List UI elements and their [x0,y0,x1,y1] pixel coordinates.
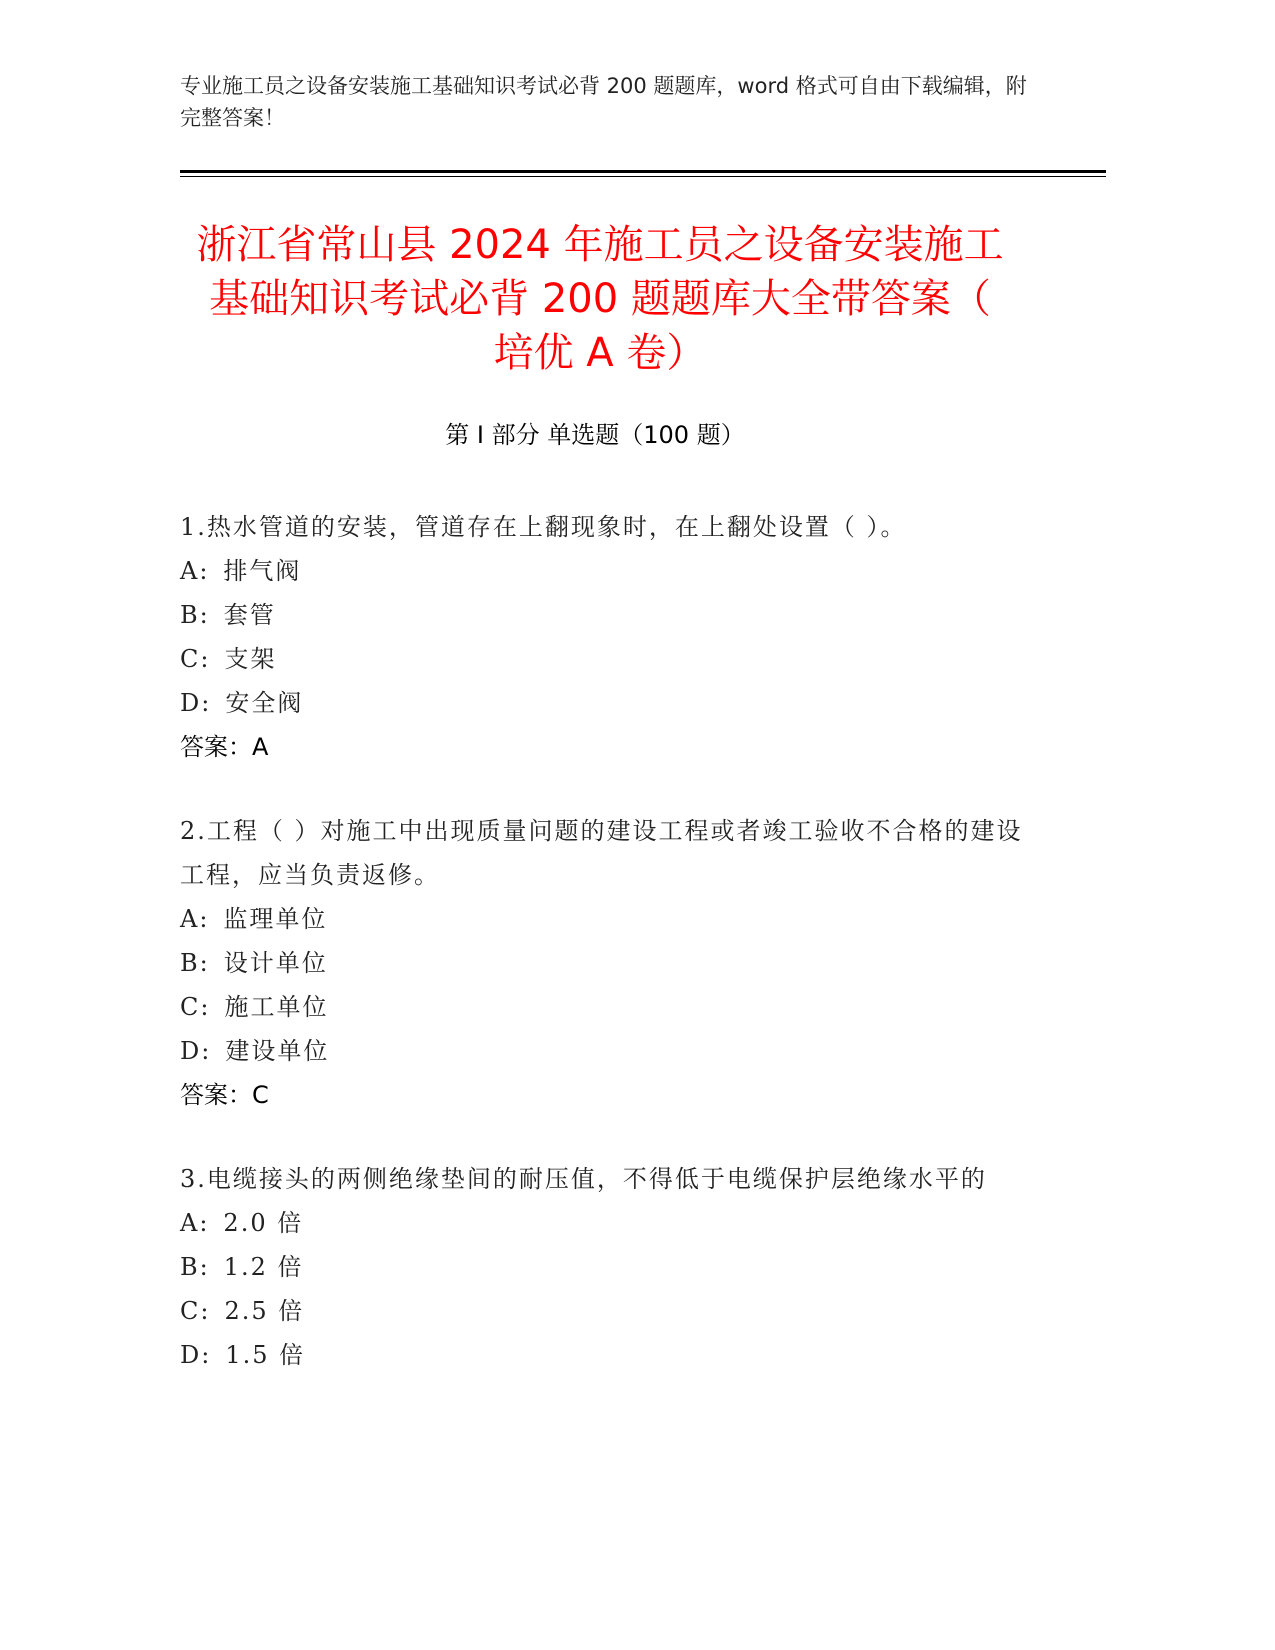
option-text: 施工单位 [224,993,329,1021]
option-text: 支架 [224,645,277,673]
option-key: C: [180,993,211,1021]
option-text: 安全阀 [225,689,304,717]
option-text: 套管 [223,601,276,629]
question-stem: 1.热水管道的安装，管道存在上翻现象时，在上翻处设置（ ）。 [180,513,907,541]
option-key: B: [180,1253,210,1281]
option-text: 2.5 倍 [224,1297,305,1325]
document-title-line: 浙江省常山县 2024 年施工员之设备安装施工 [196,222,1004,268]
option-key: D: [180,689,212,717]
document-title-line: 培优 A 卷） [493,330,707,376]
option-key: D: [180,1037,212,1065]
option-d [180,1333,1040,1377]
option-key: C: [180,1297,211,1325]
option-b [180,593,1040,637]
document-title [150,218,1050,380]
document-title-line: 基础知识考试必背 200 题题库大全带答案（ [209,276,991,322]
option-text: 1.5 倍 [225,1341,306,1369]
option-key: A: [180,1209,210,1237]
answer-line: 答案：A [180,733,269,761]
option-c [180,985,1040,1029]
option-a [180,897,1040,941]
option-c [180,637,1040,681]
header-note: 专业施工员之设备安装施工基础知识考试必背 200 题题库，word 格式可自由下载编辑，附完整答案！ [180,74,1027,130]
option-b [180,941,1040,985]
option-c [180,1289,1040,1333]
section-heading: 第 I 部分 单选题（100 题） [445,421,745,449]
option-key: D: [180,1341,212,1369]
option-key: A: [180,905,210,933]
question-item [180,1157,1040,1377]
option-key: B: [180,601,210,629]
option-d [180,681,1040,725]
header-divider-thin [180,176,1106,177]
option-key: C: [180,645,211,673]
option-b [180,1245,1040,1289]
header-divider-thick [180,170,1106,173]
option-a [180,1201,1040,1245]
option-text: 排气阀 [223,557,302,585]
option-key: A: [180,557,210,585]
option-text: 2.0 倍 [223,1209,304,1237]
question-item [180,505,1040,769]
option-text: 1.2 倍 [223,1253,304,1281]
question-item [180,809,1040,1117]
answer-line: 答案：C [180,1081,269,1109]
option-a [180,549,1040,593]
question-stem: 3.电缆接头的两侧绝缘垫间的耐压值，不得低于电缆保护层绝缘水平的 [180,1165,987,1193]
option-text: 监理单位 [223,905,328,933]
option-key: B: [180,949,210,977]
question-list [180,505,1040,1417]
option-text: 设计单位 [223,949,328,977]
option-text: 建设单位 [225,1037,330,1065]
option-d [180,1029,1040,1073]
question-stem: 2.工程（ ）对施工中出现质量问题的建设工程或者竣工验收不合格的建设工程，应当负责返修。 [180,817,1023,889]
